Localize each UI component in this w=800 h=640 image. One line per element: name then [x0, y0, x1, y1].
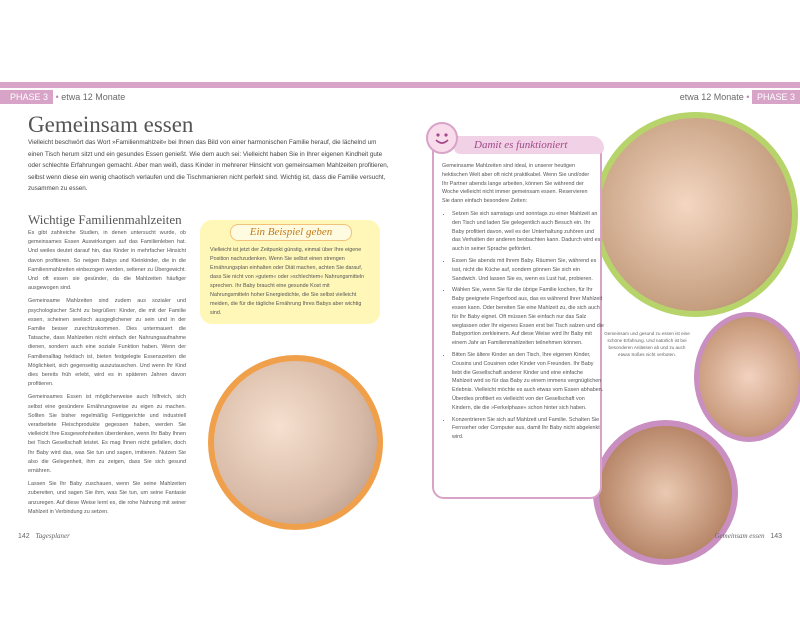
right-age-label: etwa 12 Monate [679, 92, 744, 102]
tips-box-title: Damit es funktioniert [454, 136, 604, 154]
photo-caption: Gemeinsam und gesund zu essen ist eine schöne Erfahrung. Und natürlich ist bei besonderen Anlässen ab und zu auch etwas Süßes nicht verboten. [604, 331, 690, 357]
photo-girls-birthday-cake [593, 112, 798, 317]
section-heading: Wichtige Familienmahlzeiten [28, 212, 182, 227]
top-accent-bar [0, 82, 800, 88]
paragraph: Gemeinsame Mahlzeiten sind zudem aus sozialer und psychologischer Sicht zu begrüßen: Kinder, die mit der Familie essen, scheinen seelisch ausgeglichener zu sein und in der Familie besser zurechtzukommen. Dies untermauert die Tatsache, dass Mahlzeiten nicht einfach der Nahrungsaufnahme dienen, sondern auch eine soziale Funktion haben. Wenn der Familienalltag hektisch ist, bieten festgelegte Essenszeiten die Möglichkeit, sich gegenseitig auszutauschen. Und wenn Ihr Kind dies bereits früh erlebt, wird es in späteren Jahren davon profitieren. [28, 298, 186, 388]
left-page-number: 142 [18, 533, 30, 540]
right-page-number: 143 [770, 533, 782, 540]
paragraph: Lassen Sie Ihr Baby zuschauen, wenn Sie seine Mahlzeiten zubereiten, und sagen Sie ihm, was Sie tun, um seine Fantasie anzuregen. Auf diese Weise lernt es, die rohe Nahrung mit seiner Mahlzeit in Verbindung zu setzen. [28, 481, 186, 515]
tips-box [432, 136, 602, 499]
right-separator: • [746, 92, 750, 102]
left-separator: • [55, 92, 59, 102]
right-footer [715, 532, 783, 540]
right-running-header [680, 90, 800, 104]
smiley-face-icon [428, 124, 456, 152]
tips-box-intro: Gemeinsame Mahlzeiten sind ideal, in unserer heutigen hektischen Welt aber oft nicht praktikabel. Wenn Sie und/oder Ihr Partner abends lange arbeiten, können Sie während der Woche vielleicht nicht immer gemeinsam essen. Reservieren Sie dann einfach besondere Zeiten: [442, 163, 590, 205]
list-item: • Konzentrieren Sie sich auf Mahlzeit und Familie. Schalten Sie Fernseher oder Computer aus, damit Ihr Baby nicht abgelenkt wird. [452, 416, 604, 442]
right-footer-title: Gemeinsam essen [714, 532, 765, 540]
example-box [200, 220, 380, 324]
example-box-text: Vielleicht ist jetzt der Zeitpunkt günstig, einmal über Ihre eigene Position nachzudenken. Wenn Sie selbst einen strengen Ernährungsplan einhalten oder Diät machen, achten Sie darauf, dass Sie nicht von »gutem« oder »schlechtem« Nahrungsmitteln sprechen. Ihr Baby braucht eine gesunde Kost mit Nahrungsmitteln hoher Energiedichte, die Sie selbst vielleicht meiden, die für die tägliche Ernährung Ihres Babys aber wichtig sind. [210, 247, 365, 316]
example-box-title: Ein Beispiel geben [230, 224, 352, 241]
smiley-icon [426, 122, 458, 154]
intro-paragraph: Vielleicht beschwört das Wort »Familienmahlzeit« bei Ihnen das Bild von einer harmonischen Familie herauf, die lächelnd um einen Tisch herum sitzt und ein gesundes Essen genießt. Wie dem auch sei: Vielleicht haben Sie in Ihrer eigenen Kindheit gute oder schlechte Erfahrungen gemacht. Aber man weiß, dass Kinder in mehrerer Hinsicht von gemeinsamen Mahlzeiten profitieren, selbst wenn diese ein wenig chaotisch verlaufen und die Tischmanieren nicht perfekt sind. Wichtig ist, dass die Familie versucht, zusammen zu essen. [28, 139, 389, 192]
tips-list [442, 210, 604, 445]
paragraph: Es gibt zahlreiche Studien, in denen untersucht wurde, ob gemeinsames Essen Auswirkungen auf das Familienleben hat. Und weiles deutet darauf hin, das Kinder in mehrfacher Hinsicht davon profitieren. So neigen Babys und Kleinkinder, die in die Familienmahlzeiten einbezogen werden, seltener zu Übergewicht. Und oft essen sie gesünder, da die Mahlzeiten häufiger ausgewogen sind. [28, 230, 186, 292]
list-item: • Wählen Sie, wenn Sie für die übrige Familie kochen, für Ihr Baby geeignete Fingerfood aus, das es während Ihrer Mahlzeit essen kann. Oder bereiten Sie eine Mahlzeit zu, die sich auch für Ihr Baby eignet. Oft müssen Sie einfach nur das Salz weglassen oder Ihr eigenes Essen erst bei Tisch salzen und die Babyportion zerkleinern. Auf diese Weise wird Ihr Baby mit einem Jahr an Familienmahlzeiten teilnehmen können. [452, 286, 604, 348]
paragraph: Gemeinsames Essen ist möglicherweise auch hilfreich, sich selbst eine gesündere Ernährungsweise zu eigen zu machen. Sollten Sie bisher regelmäßig Fertiggerichte und industriell verarbeitete Fleischprodukte gegessen haben, werden Sie vielleicht Ihre Essgewohnheiten überdenken, wenn Ihr Baby Ihnen bei Tisch Gesellschaft leistet. Es mag Ihnen nicht gefallen, doch Ihr Baby wird das, was Sie tun und sagen, imitieren. Nutzen Sie also die Gelegenheit, ihm zu zeigen, dass Sie sich gesund ernähren. [28, 394, 186, 475]
list-item: • Essen Sie abends mit Ihrem Baby. Räumen Sie, während es isst, nicht die Küche auf, sondern gönnen Sie sich ein Sandwich. Und lassen Sie es, wenn es Lust hat, probieren. [452, 257, 604, 283]
left-footer-title: Tagesplaner [35, 532, 70, 540]
photo-father-and-baby [593, 420, 738, 565]
left-column [28, 229, 186, 521]
left-phase-label: PHASE 3 [0, 90, 53, 104]
left-footer [18, 532, 70, 540]
left-age-label: etwa 12 Monate [61, 92, 126, 102]
right-phase-label: PHASE 3 [752, 90, 800, 104]
photo-children-at-table [694, 312, 800, 442]
list-item: • Setzen Sie sich samstags und sonntags zu einer Mahlzeit an den Tisch und laden Sie gelegentlich auch Besuch ein. Ihr Baby profitiert davon, weil es der Unterhaltung zuhören und das Verhalten der anderen beobachten kann. Dadurch wird es auch in seiner Sprache gefördert. [452, 210, 604, 254]
photo-babies-eating [208, 355, 383, 530]
left-running-header [0, 90, 125, 104]
page-title: Gemeinsam essen [28, 112, 194, 137]
list-item: • Bitten Sie ältere Kinder an den Tisch, Ihre eigenen Kinder, Cousins und Cousinen oder Kinder von Freunden. Ihr Baby liebt die Gesellschaft anderer Kinder und eine einfache Mahlzeit wird so für das Baby zu einem immens vergnüglichen Erlebnis. Vielleicht möchte es auch etwas vom Essen abhaben. Überdies profitiert es vielleicht von der Gesellschaft von Kindern, die die »Ferkelphase« schon hinter sich haben. [452, 351, 604, 413]
